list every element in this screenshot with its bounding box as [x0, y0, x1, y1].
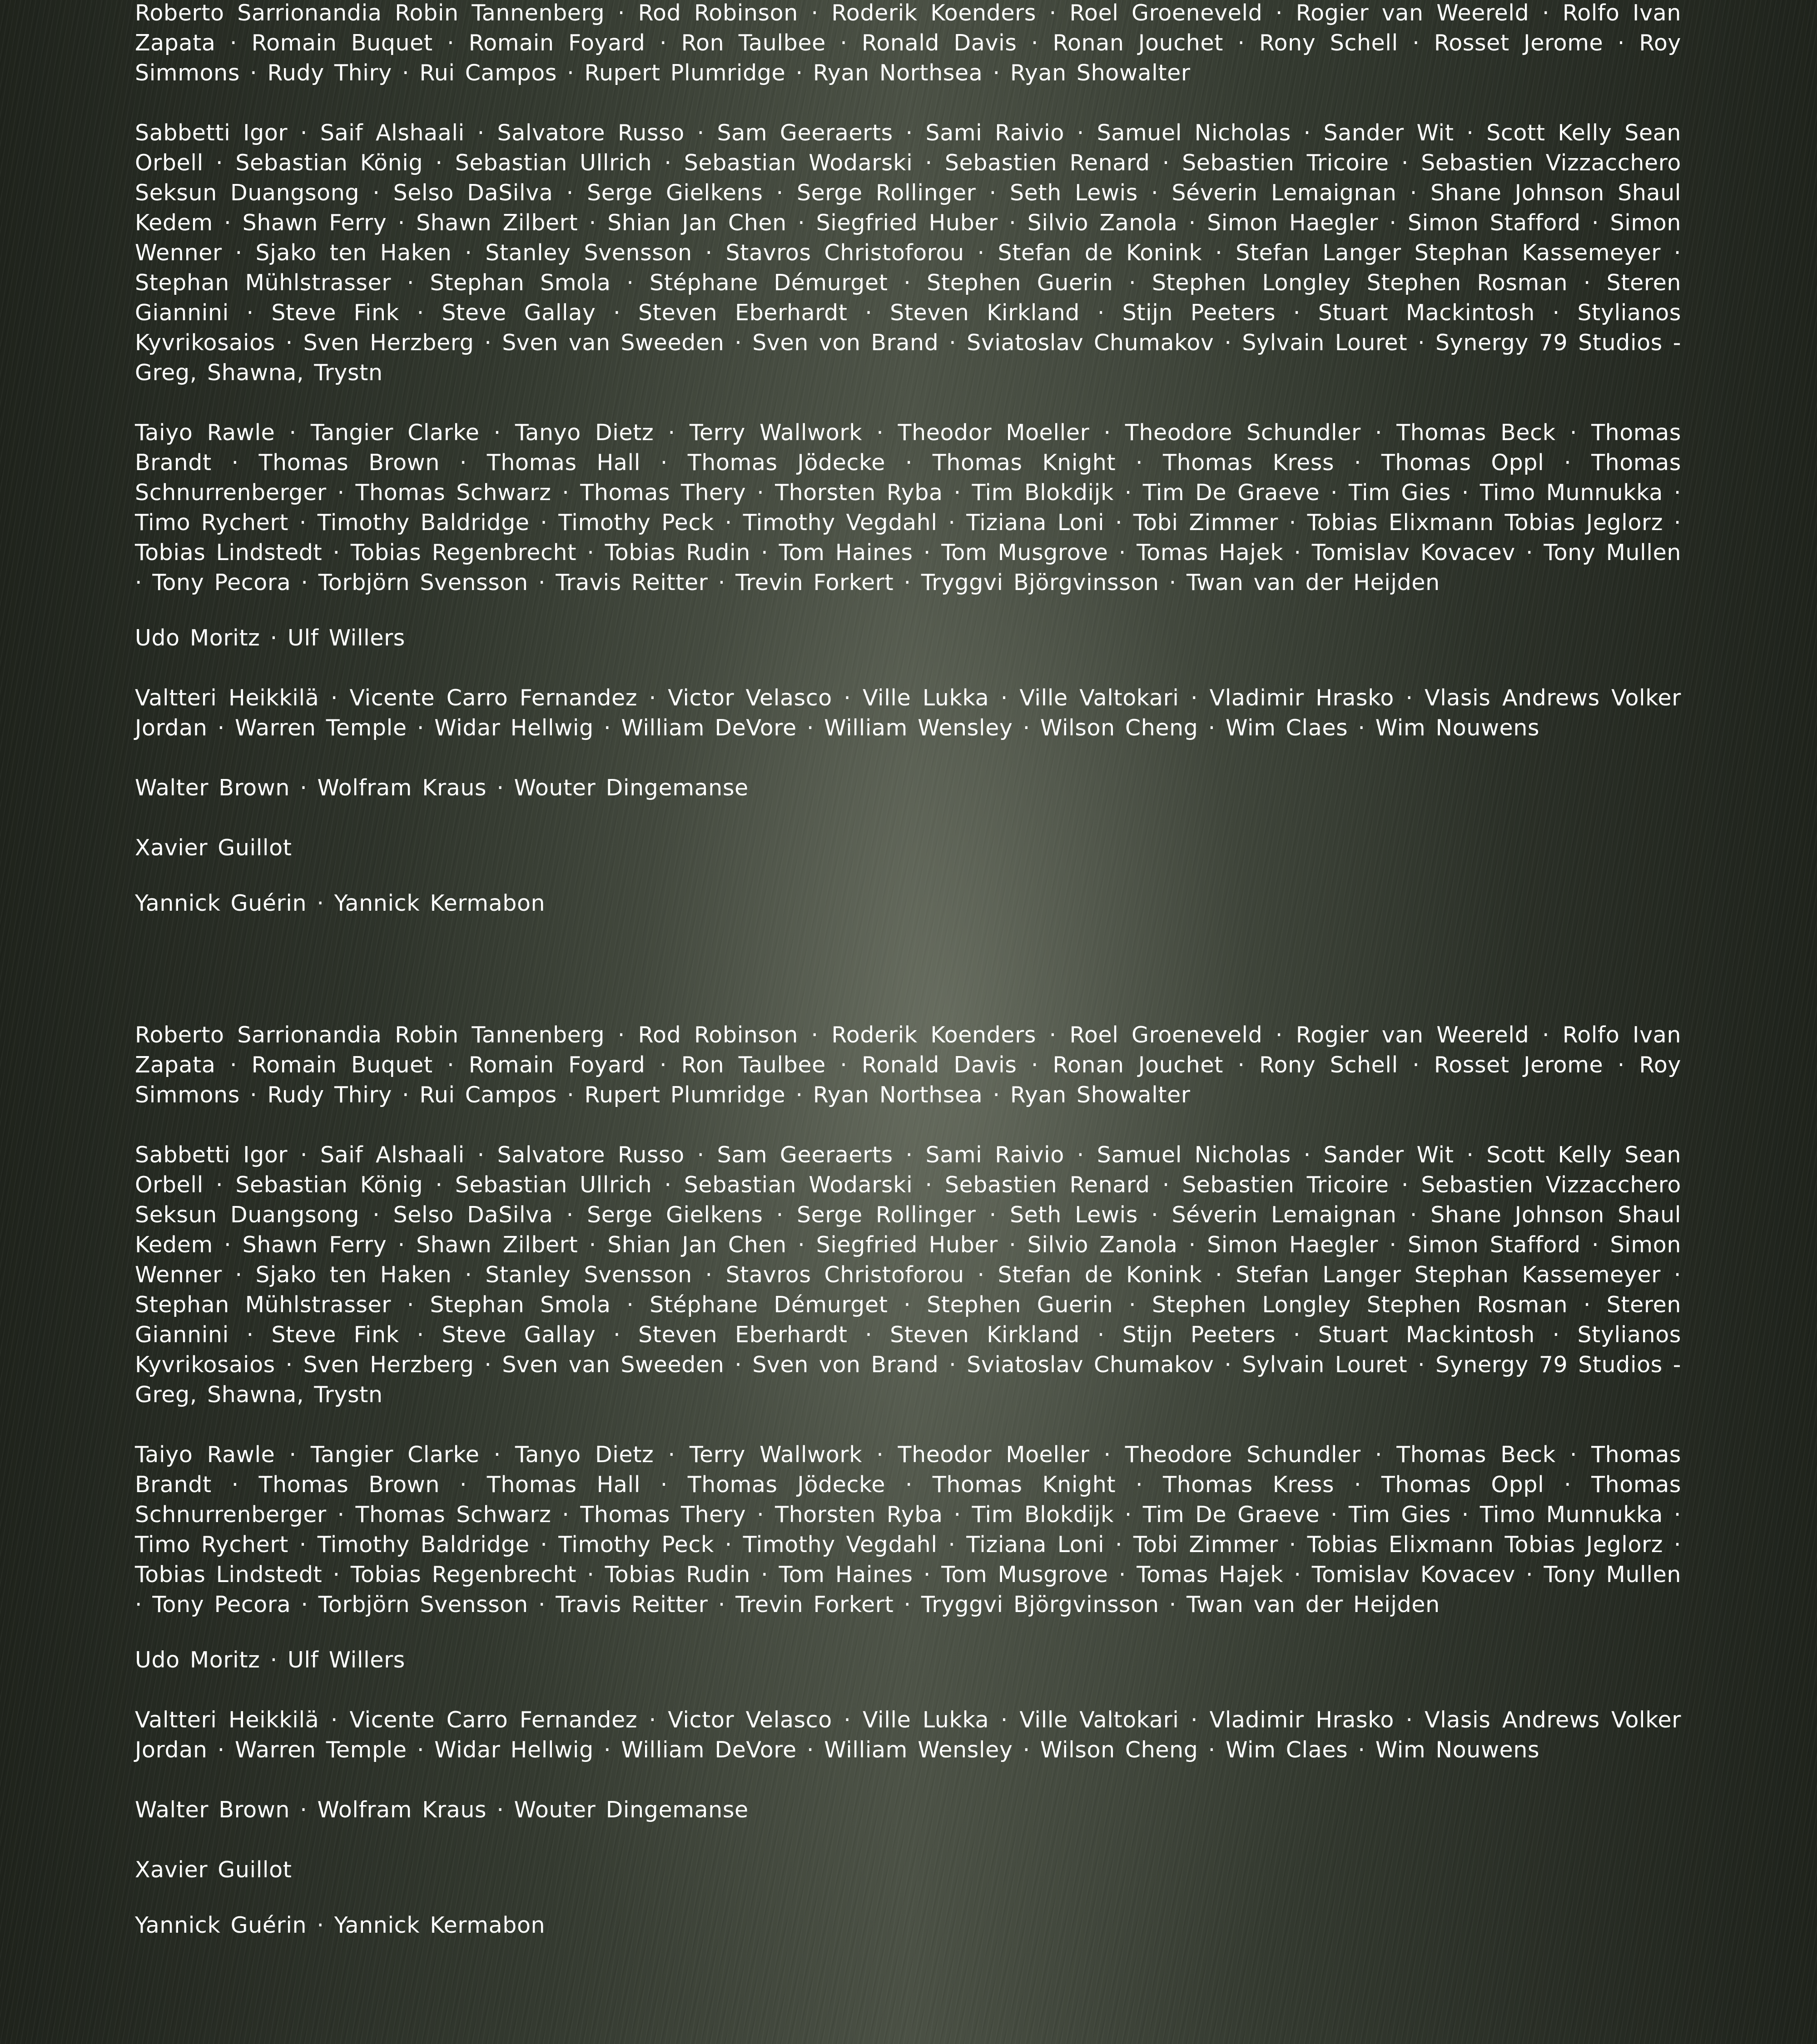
credits-v-names: Valtteri Heikkilä · Vicente Carro Fernandez · Victor Velasco · Ville Lukka · Ville Valtokari · Vladimir Hrasko · Vlasis Andrews Volker Jordan · Warren Temple · Widar Hellwig · William DeVore · William Wensley · Wilson Cheng · Wim Claes · Wim Nouwens — [135, 1705, 1681, 1765]
credits-r-names: Roberto Sarrionandia Robin Tannenberg · Rod Robinson · Roderik Koenders · Roel Groeneveld · Rogier van Weereld · Rolfo Ivan Zapata · Romain Buquet · Romain Foyard · Ron Taulbee · Ronald Davis · Ronan Jouchet · Rony Schell · Rosset Jerome · Roy Simmons · Rudy Thiry · Rui Campos · Rupert Plumridge · Ryan Northsea · Ryan Showalter — [135, 1020, 1681, 1110]
credits-w-names: Walter Brown · Wolfram Kraus · Wouter Dingemanse — [135, 1795, 1681, 1825]
credits-w-names: Walter Brown · Wolfram Kraus · Wouter Dingemanse — [135, 773, 1681, 803]
credits-t-names: Taiyo Rawle · Tangier Clarke · Tanyo Dietz · Terry Wallwork · Theodor Moeller · Theodore Schundler · Thomas Beck · Thomas Brandt · Thomas Brown · Thomas Hall · Thomas Jödecke · Thomas Knight · Thomas Kress · Thomas Oppl · Thomas Schnurrenberger · Thomas Schwarz · Thomas Thery · Thorsten Ryba · Tim Blokdijk · Tim De Graeve · Tim Gies · Timo Munnukka · Timo Rychert · Timothy Baldridge · Timothy Peck · Timothy Vegdahl · Tiziana Loni · Tobi Zimmer · Tobias Elixmann Tobias Jeglorz · Tobias Lindstedt · Tobias Regenbrecht · Tobias Rudin · Tom Haines · Tom Musgrove · Tomas Hajek · Tomislav Kovacev · Tony Mullen · Tony Pecora · Torbjörn Svensson · Travis Reitter · Trevin Forkert · Tryggvi Björgvinsson · Twan van der Heijden — [135, 418, 1681, 598]
credits-y-names: Yannick Guérin · Yannick Kermabon — [135, 888, 1681, 918]
credits-s-names: Sabbetti Igor · Saif Alshaali · Salvatore Russo · Sam Geeraerts · Sami Raivio · Samuel Nicholas · Sander Wit · Scott Kelly Sean Orbell · Sebastian König · Sebastian Ullrich · Sebastian Wodarski · Sebastien Renard · Sebastien Tricoire · Sebastien Vizzacchero Seksun Duangsong · Selso DaSilva · Serge Gielkens · Serge Rollinger · Seth Lewis · Séverin Lemaignan · Shane Johnson Shaul Kedem · Shawn Ferry · Shawn Zilbert · Shian Jan Chen · Siegfried Huber · Silvio Zanola · Simon Haegler · Simon Stafford · Simon Wenner · Sjako ten Haken · Stanley Svensson · Stavros Christoforou · Stefan de Konink · Stefan Langer Stephan Kassemeyer · Stephan Mühlstrasser · Stephan Smola · Stéphane Démurget · Stephen Guerin · Stephen Longley Stephen Rosman · Steren Giannini · Steve Fink · Steve Gallay · Steven Eberhardt · Steven Kirkland · Stijn Peeters · Stuart Mackintosh · Stylianos Kyvrikosaios · Sven Herzberg · Sven van Sweeden · Sven von Brand · Sviatoslav Chumakov · Sylvain Louret · Synergy 79 Studios - Greg, Shawna, Trystn — [135, 1140, 1681, 1410]
credits-s-names: Sabbetti Igor · Saif Alshaali · Salvatore Russo · Sam Geeraerts · Sami Raivio · Samuel Nicholas · Sander Wit · Scott Kelly Sean Orbell · Sebastian König · Sebastian Ullrich · Sebastian Wodarski · Sebastien Renard · Sebastien Tricoire · Sebastien Vizzacchero Seksun Duangsong · Selso DaSilva · Serge Gielkens · Serge Rollinger · Seth Lewis · Séverin Lemaignan · Shane Johnson Shaul Kedem · Shawn Ferry · Shawn Zilbert · Shian Jan Chen · Siegfried Huber · Silvio Zanola · Simon Haegler · Simon Stafford · Simon Wenner · Sjako ten Haken · Stanley Svensson · Stavros Christoforou · Stefan de Konink · Stefan Langer Stephan Kassemeyer · Stephan Mühlstrasser · Stephan Smola · Stéphane Démurget · Stephen Guerin · Stephen Longley Stephen Rosman · Steren Giannini · Steve Fink · Steve Gallay · Steven Eberhardt · Steven Kirkland · Stijn Peeters · Stuart Mackintosh · Stylianos Kyvrikosaios · Sven Herzberg · Sven van Sweeden · Sven von Brand · Sviatoslav Chumakov · Sylvain Louret · Synergy 79 Studios - Greg, Shawna, Trystn — [135, 118, 1681, 388]
credits-r-names: Roberto Sarrionandia Robin Tannenberg · Rod Robinson · Roderik Koenders · Roel Groeneveld · Rogier van Weereld · Rolfo Ivan Zapata · Romain Buquet · Romain Foyard · Ron Taulbee · Ronald Davis · Ronan Jouchet · Rony Schell · Rosset Jerome · Roy Simmons · Rudy Thiry · Rui Campos · Rupert Plumridge · Ryan Northsea · Ryan Showalter — [135, 0, 1681, 88]
credits-v-names: Valtteri Heikkilä · Vicente Carro Fernandez · Victor Velasco · Ville Lukka · Ville Valtokari · Vladimir Hrasko · Vlasis Andrews Volker Jordan · Warren Temple · Widar Hellwig · William DeVore · William Wensley · Wilson Cheng · Wim Claes · Wim Nouwens — [135, 683, 1681, 743]
credits-y-names: Yannick Guérin · Yannick Kermabon — [135, 1910, 1681, 1940]
credits-u-names: Udo Moritz · Ulf Willers — [135, 623, 1681, 653]
credits-x-names: Xavier Guillot — [135, 1855, 1681, 1885]
credits-u-names: Udo Moritz · Ulf Willers — [135, 1645, 1681, 1675]
credits-x-names: Xavier Guillot — [135, 833, 1681, 863]
credits-t-names: Taiyo Rawle · Tangier Clarke · Tanyo Dietz · Terry Wallwork · Theodor Moeller · Theodore Schundler · Thomas Beck · Thomas Brandt · Thomas Brown · Thomas Hall · Thomas Jödecke · Thomas Knight · Thomas Kress · Thomas Oppl · Thomas Schnurrenberger · Thomas Schwarz · Thomas Thery · Thorsten Ryba · Tim Blokdijk · Tim De Graeve · Tim Gies · Timo Munnukka · Timo Rychert · Timothy Baldridge · Timothy Peck · Timothy Vegdahl · Tiziana Loni · Tobi Zimmer · Tobias Elixmann Tobias Jeglorz · Tobias Lindstedt · Tobias Regenbrecht · Tobias Rudin · Tom Haines · Tom Musgrove · Tomas Hajek · Tomislav Kovacev · Tony Mullen · Tony Pecora · Torbjörn Svensson · Travis Reitter · Trevin Forkert · Tryggvi Björgvinsson · Twan van der Heijden — [135, 1440, 1681, 1620]
